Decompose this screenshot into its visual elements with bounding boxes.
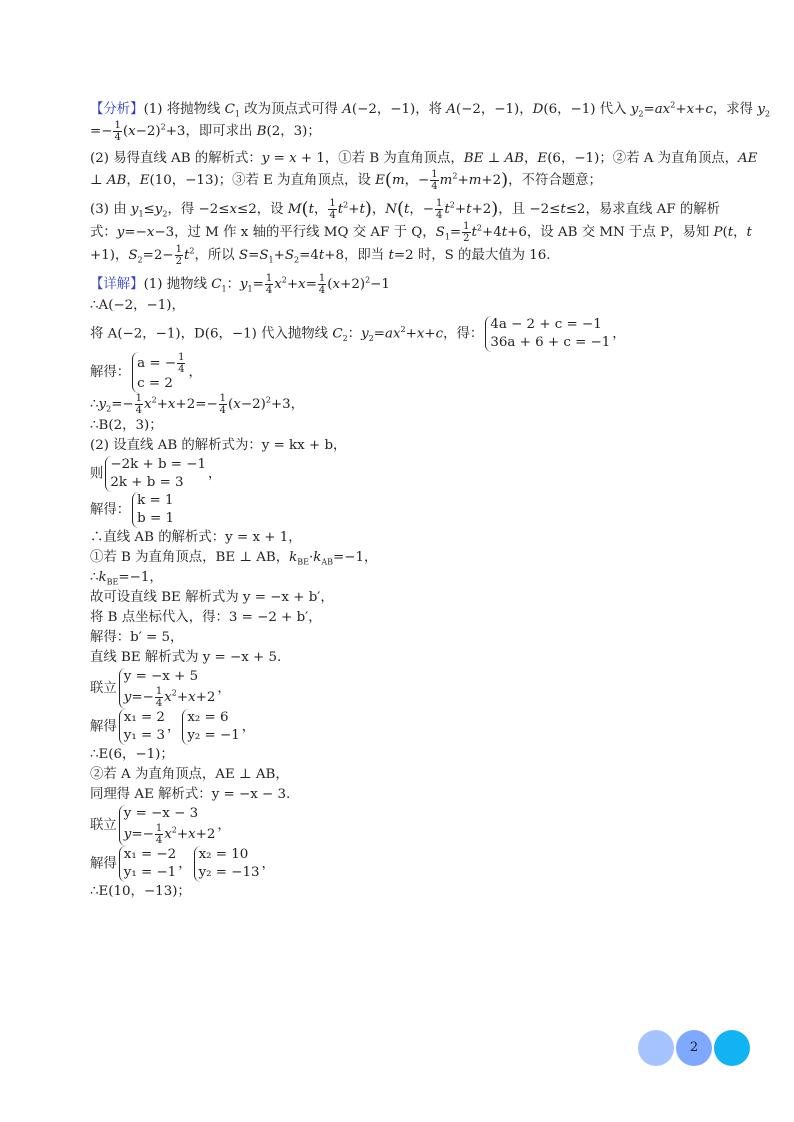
- solution-line-18: 解得 x₁ = 2 y₁ = 3 ， x₂ = 6 y₂ = −1 ，: [90, 710, 256, 743]
- solution-line-5: $\therefore y_2=-$ $\frac{1}{4}$ $x^2+x+2=-$ $\frac{1}{4}$ $(x-2)^2+3$，: [90, 393, 305, 416]
- solution-line-14: 将 B 点坐标代入，得：3 = −2 + b′，: [90, 610, 322, 625]
- solution-line-3: 将 A(−2，−1)，D(6，−1) 代入抛物线 $C_2$：$y_2=ax^2+x+c$，得： 4a − 2 + c = −1 36a + 6 + c = −1 ，: [90, 317, 626, 350]
- solution-line-1: 【详解】(1) 抛物线 $C_1$：$y_1=$ $\frac{1}{4}$ $x^2+x=$ $\frac{1}{4}$ $(x+2)^2-1$: [90, 273, 390, 296]
- page-number-badge: [638, 1030, 750, 1066]
- solution-line-4: 解得： a = − $\frac{1}{4}$ c = 2 ，: [90, 352, 202, 391]
- solution-line-15: 解得：b′ = 5，: [90, 630, 184, 645]
- equation-system: a = − $\frac{1}{4}$ c = 2: [132, 352, 186, 393]
- solution-line-10: ∴直线 AB 的解析式：y = x + 1，: [90, 530, 302, 545]
- equation-system: 4a − 2 + c = −1 36a + 6 + c = −1: [485, 316, 610, 352]
- solution-line-23: 解得 x₁ = −2 y₁ = −1 ， x₂ = 10 y₂ = −13 ，: [90, 847, 275, 880]
- equation-system: y = −x + 5 y=− $\frac{1}{4}$ $x^2+x+2$: [119, 668, 216, 709]
- page-number: 2: [689, 1040, 699, 1055]
- analysis-part-3: (3) 由 $y_1\le y_2$，得 −2≤x≤2，设 M(t， $\frac{1}{4}$ $t^2+t$)，N(t，− $\frac{1}{4}$ $t^2+t+2$)，且 −2≤t≤2，易求直线 AF 的解析 式：y=−x−3，过 M 作 x 轴的平行线 MQ 交 AF 于 Q，$S_1=$ $\frac{1}{2}$ $t^2+4t+6$，设 AB 交 MN 于点 P，易知 P(t，t +1)，$S_2=2-$ $\frac{1}{2}$ $t^2$，所以 $S=S_1+S_2=4t+8$，即当 t=2 时，S 的最大值为 16.: [90, 198, 752, 267]
- equation-system: x₂ = 6 y₂ = −1: [182, 709, 239, 745]
- equation-system: k = 1 b = 1: [132, 492, 174, 528]
- solution-line-17: 联立 y = −x + 5 y=− $\frac{1}{4}$ $x^2+x+2$ ，: [90, 669, 231, 709]
- page-content: [90, 100, 770, 902]
- analysis-part-2: (2) 易得直线 AB 的解析式：y = x + 1，①若 B 为直角顶点，BE ⊥ AB，E(6，−1)；②若 A 为直角顶点，AE ⊥ AB，E(10，−13)；③若 E 为直角顶点，设 E(m，− $\frac{1}{4}$ $m^2+m+2$)，不符合题意；: [90, 151, 758, 192]
- solution-line-21: 同理得 AE 解析式：y = −x − 3.: [90, 787, 291, 802]
- decor-circle-right: [714, 1030, 750, 1066]
- solution-line-2: ∴A(−2，−1)，: [90, 298, 185, 313]
- equation-system: y = −x − 3 y=− $\frac{1}{4}$ $x^2+x+2$: [119, 805, 216, 846]
- solution-line-16: 直线 BE 解析式为 y = −x + 5.: [90, 650, 282, 665]
- solution-line-19: ∴E(6，−1)；: [90, 747, 174, 762]
- solution-line-20: ②若 A 为直角顶点，AE ⊥ AB，: [90, 767, 289, 782]
- solution-tag: 【详解】: [90, 277, 144, 292]
- equation-system: x₂ = 10 y₂ = −13: [194, 846, 260, 882]
- solution-line-7: (2) 设直线 AB 的解析式为：y = kx + b，: [90, 438, 347, 453]
- solution-line-9: 解得： k = 1 b = 1: [90, 493, 174, 526]
- solution-line-8: 则 −2k + b = −1 2k + b = 3 ，: [90, 457, 222, 490]
- decor-circle-left: [638, 1030, 674, 1066]
- solution-line-6: ∴B(2，3)；: [90, 418, 163, 433]
- analysis-part-1: 【分析】(1) 将抛物线 $C_1$ 改为顶点式可得 A(−2，−1)，将 A(−2，−1)，D(6，−1) 代入 $y_2=ax^2+x+c$，求得 $y_2$ =− $\frac{1}{4}$ $(x-2)^2+3$，即可求出 B(2，3)；: [90, 100, 770, 143]
- solution-line-24: ∴E(10，−13)；: [90, 884, 191, 899]
- equation-system: −2k + b = −1 2k + b = 3: [105, 456, 206, 492]
- equation-system: x₁ = 2 y₁ = 3: [119, 709, 165, 745]
- solution-line-11: ①若 B 为直角顶点，BE ⊥ AB，$k_{BE}\cdot k_{AB}=-1$，: [90, 550, 378, 567]
- solution-line-13: 故可设直线 BE 解析式为 y = −x + b′，: [90, 590, 334, 605]
- solution-line-12: $\therefore k_{BE}=-1$，: [90, 570, 163, 587]
- equation-system: x₁ = −2 y₁ = −1: [119, 846, 176, 882]
- solution-line-22: 联立 y = −x − 3 y=− $\frac{1}{4}$ $x^2+x+2$ ，: [90, 806, 231, 846]
- analysis-tag: 【分析】: [90, 102, 144, 117]
